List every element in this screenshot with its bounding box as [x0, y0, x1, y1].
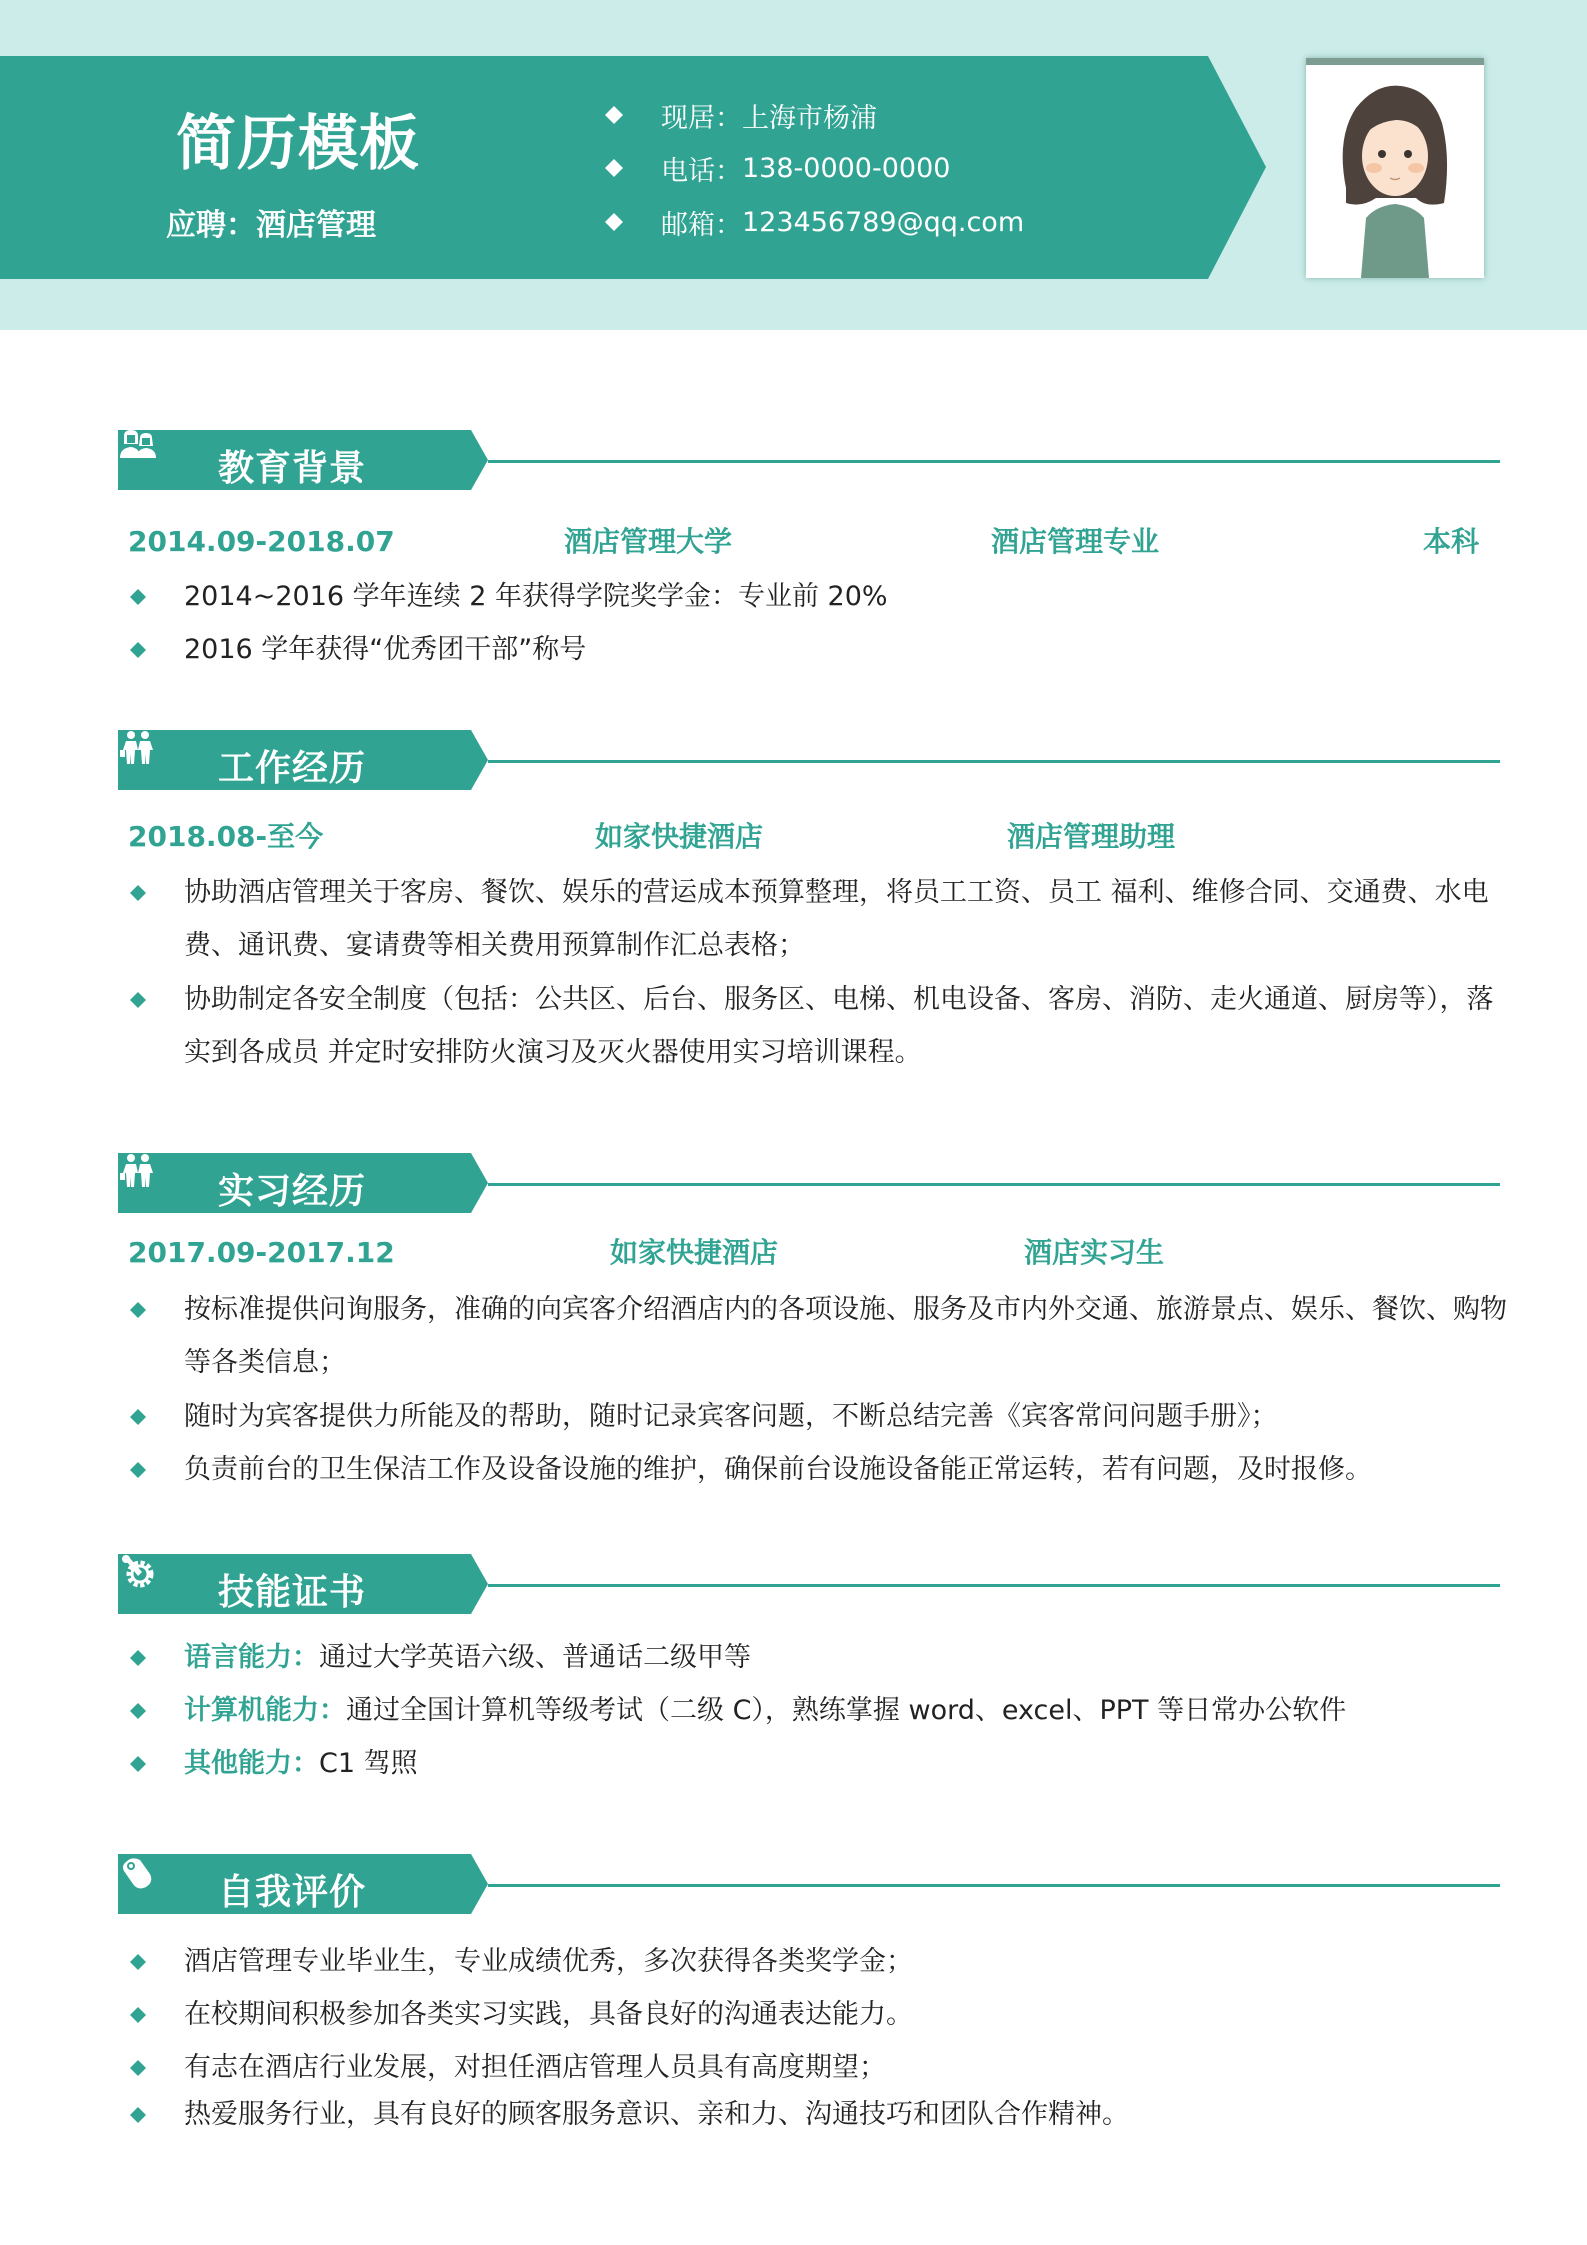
contact-value: 138-0000-0000	[742, 152, 951, 184]
contact-label: 邮箱：	[661, 209, 742, 241]
education-school: 酒店管理大学	[564, 525, 733, 558]
list-item	[130, 1283, 1510, 1389]
section-title: 自我评价	[218, 1872, 367, 1913]
list-item-text: 协助酒店管理关于客房、餐饮、娱乐的营运成本预算整理，将员工工资、员工 福利、维修合同、交通费、水电费、通讯费、宴请费等相关费用预算制作汇总表格；	[184, 877, 1489, 961]
list-item-text: 有志在酒店行业发展，对担任酒店管理人员具有高度期望；	[184, 2052, 886, 2083]
education-date: 2014.09-2018.07	[128, 525, 395, 558]
diamond-bullet-icon	[130, 885, 146, 901]
list-item	[130, 570, 1510, 623]
contact-address	[602, 95, 877, 135]
internship-position: 酒店实习生	[1024, 1236, 1165, 1269]
photo-top-strip	[1306, 58, 1484, 65]
section-title: 教育背景	[218, 448, 367, 489]
list-item	[130, 973, 1510, 1079]
job-objective: 应聘：酒店管理	[166, 208, 376, 243]
diamond-bullet-icon	[605, 106, 623, 124]
work-position: 酒店管理助理	[1007, 820, 1176, 853]
skill-value: 通过大学英语六级、普通话二级甲等	[319, 1642, 751, 1673]
work-date: 2018.08-至今	[128, 820, 324, 853]
diamond-bullet-icon	[130, 1302, 146, 1318]
list-item-text: 2016 学年获得“优秀团干部”称号	[184, 634, 587, 665]
section-header-internship	[118, 1153, 1500, 1213]
list-item-text: 协助制定各安全制度（包括：公共区、后台、服务区、电梯、机电设备、客房、消防、走火通道、厨房等），落实到各成员 并定时安排防火演习及灭火器使用实习培训课程。	[184, 984, 1494, 1068]
avatar-illustration	[1306, 58, 1484, 278]
skill-item	[130, 1737, 1510, 1790]
list-item-text: 负责前台的卫生保洁工作及设备设施的维护，确保前台设施设备能正常运转，若有问题，及时报修。	[184, 1454, 1372, 1485]
section-header-education	[118, 430, 1500, 490]
mouse-icon	[118, 1854, 158, 1890]
list-item-text: 酒店管理专业毕业生，专业成绩优秀，多次获得各类奖学金；	[184, 1946, 913, 1977]
contact-phone	[602, 148, 950, 188]
section-divider-line	[488, 460, 1500, 463]
section-title: 技能证书	[218, 1572, 367, 1613]
avatar-photo	[1306, 58, 1484, 278]
section-divider-line	[488, 1183, 1500, 1186]
skill-item	[130, 1631, 1510, 1684]
people-icon	[118, 430, 158, 466]
diamond-bullet-icon	[130, 2007, 146, 2023]
skill-label: 计算机能力：	[184, 1695, 346, 1726]
section-header-skills	[118, 1554, 1500, 1614]
list-item-text: 热爱服务行业，具有良好的顾客服务意识、亲和力、沟通技巧和团队合作精神。	[184, 2099, 1129, 2130]
section-divider-line	[488, 1584, 1500, 1587]
section-divider-line	[488, 760, 1500, 763]
diamond-bullet-icon	[130, 1954, 146, 1970]
skill-label: 语言能力：	[184, 1642, 319, 1673]
list-item	[130, 1988, 1510, 2041]
diamond-bullet-icon	[130, 2107, 146, 2123]
list-item-text: 按标准提供问询服务，准确的向宾客介绍酒店内的各项设施、服务及市内外交通、旅游景点、娱乐、餐饮、购物等各类信息；	[184, 1294, 1507, 1378]
list-item	[130, 623, 1510, 676]
section-title: 实习经历	[218, 1171, 367, 1212]
diamond-bullet-icon	[130, 1409, 146, 1425]
diamond-bullet-icon	[130, 642, 146, 658]
diamond-bullet-icon	[130, 589, 146, 605]
internship-company: 如家快捷酒店	[610, 1236, 779, 1269]
list-item	[130, 1443, 1510, 1496]
walking-people-icon	[118, 730, 158, 766]
list-item	[130, 2041, 1510, 2094]
contact-label: 电话：	[661, 155, 742, 187]
list-item-text: 2014~2016 学年连续 2 年获得学院奖学金：专业前 20%	[184, 581, 888, 612]
section-header-work	[118, 730, 1500, 790]
resume-title: 简历模板	[176, 109, 420, 179]
diamond-bullet-icon	[130, 992, 146, 1008]
list-item-text: 在校期间积极参加各类实习实践，具备良好的沟通表达能力。	[184, 1999, 913, 2030]
skill-value: C1 驾照	[319, 1748, 418, 1779]
skill-item	[130, 1684, 1510, 1737]
list-item	[130, 866, 1510, 972]
section-header-self-eval	[118, 1854, 1500, 1914]
diamond-bullet-icon	[130, 1756, 146, 1772]
list-item	[130, 1935, 1510, 1988]
work-company: 如家快捷酒店	[595, 820, 764, 853]
contact-value: 上海市杨浦	[742, 102, 877, 134]
contact-label: 现居：	[661, 102, 742, 134]
list-item-text: 随时为宾客提供力所能及的帮助，随时记录宾客问题，不断总结完善《宾客常问问题手册》；	[184, 1401, 1278, 1432]
diamond-bullet-icon	[605, 213, 623, 231]
list-item	[130, 1390, 1510, 1443]
diamond-bullet-icon	[130, 1650, 146, 1666]
section-title: 工作经历	[218, 748, 367, 789]
diamond-bullet-icon	[130, 1462, 146, 1478]
diamond-bullet-icon	[130, 1703, 146, 1719]
diamond-bullet-icon	[130, 2060, 146, 2076]
diamond-bullet-icon	[605, 159, 623, 177]
contact-email	[602, 202, 1024, 242]
section-divider-line	[488, 1884, 1500, 1887]
walking-people-icon	[118, 1153, 158, 1189]
contact-value: 123456789@qq.com	[742, 206, 1025, 238]
skill-value: 通过全国计算机等级考试（二级 C），熟练掌握 word、excel、PPT 等日常办公软件	[346, 1695, 1347, 1726]
gear-wrench-icon	[118, 1554, 158, 1590]
list-item	[130, 2088, 1510, 2141]
education-major: 酒店管理专业	[991, 525, 1160, 558]
internship-date: 2017.09-2017.12	[128, 1236, 395, 1269]
skill-label: 其他能力：	[184, 1748, 319, 1779]
education-degree: 本科	[1423, 525, 1480, 558]
